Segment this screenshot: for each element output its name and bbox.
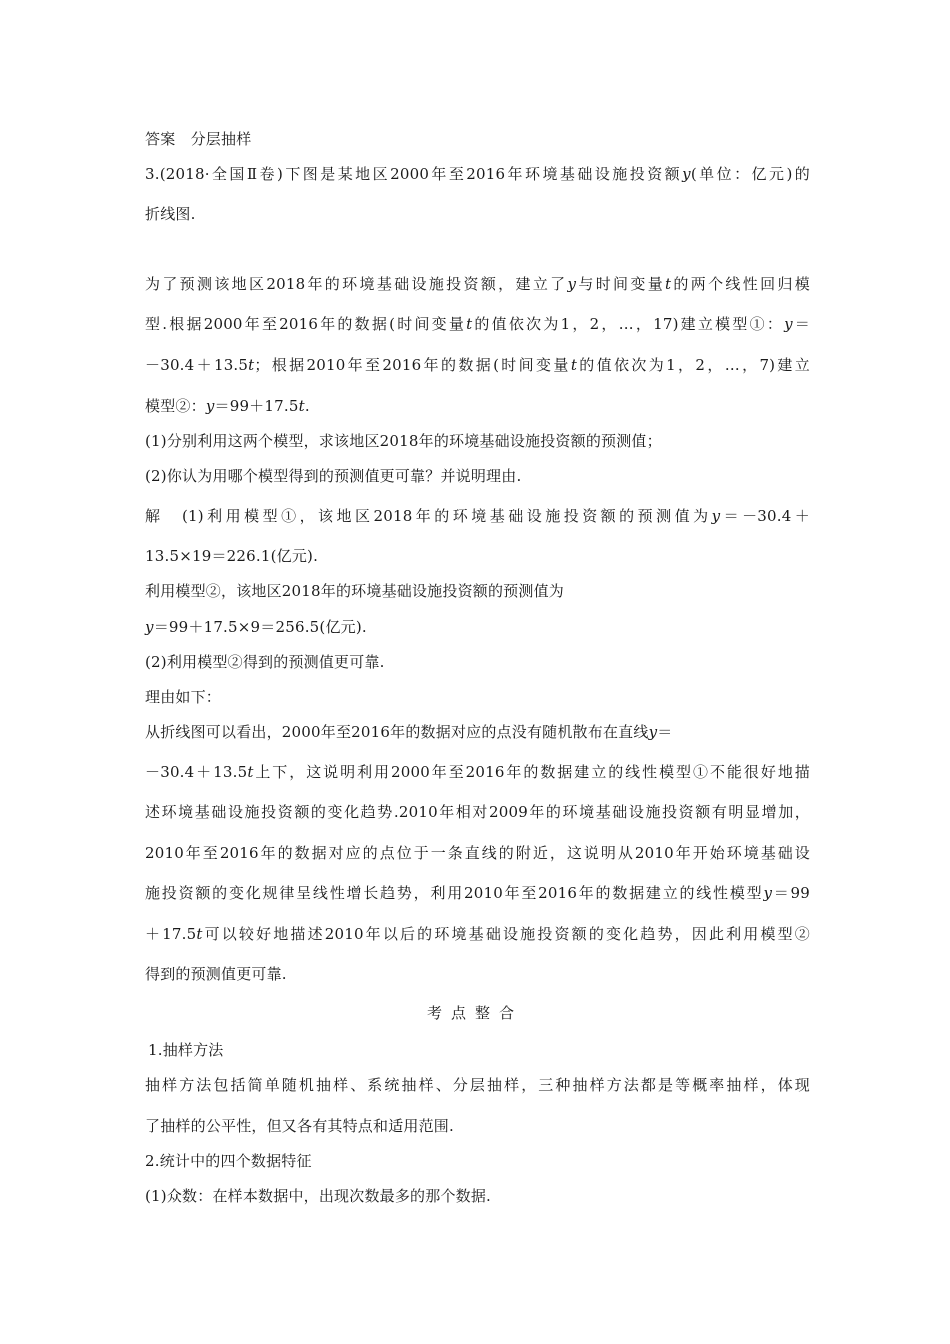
- solution-line-2: 13.5×19＝226.1(亿元).: [145, 547, 319, 565]
- question-3-para-line-3: －30.4＋13.5t；根据2010年至2016年的数据(时间变量t的值依次为1，2，…，7)建立: [145, 356, 810, 374]
- solution-line-9: 述环境基础设施投资额的变化趋势.2010年相对2009年的环境基础设施投资额有明显增加，: [145, 803, 810, 821]
- solution-line-11: 施投资额的变化规律呈线性增长趋势，利用2010年至2016年的数据建立的线性模型y＝99: [145, 884, 810, 902]
- answer-line: 答案 分层抽样: [145, 130, 252, 148]
- question-3-para-line-2: 型.根据2000年至2016年的数据(时间变量t的值依次为1，2，…，17)建立模型①：y＝: [145, 315, 811, 333]
- question-3-para-line-4: 模型②：y＝99＋17.5t.: [145, 397, 310, 415]
- point-1-line-2: 了抽样的公平性，但又各有其特点和适用范围.: [145, 1117, 454, 1135]
- question-3-line-1: 3.(2018·全国Ⅱ卷)下图是某地区2000年至2016年环境基础设施投资额y(单位：亿元)的: [145, 165, 810, 183]
- solution-line-3: 利用模型②，该地区2018年的环境基础设施投资额的预测值为: [145, 582, 564, 600]
- sub-question-2: (2)你认为用哪个模型得到的预测值更可靠？并说明理由.: [145, 467, 522, 485]
- solution-line-7: 从折线图可以看出，2000年至2016年的数据对应的点没有随机散布在直线y＝: [145, 723, 673, 741]
- solution-line-4: y＝99＋17.5×9＝256.5(亿元).: [145, 618, 367, 636]
- sub-question-1: (1)分别利用这两个模型，求该地区2018年的环境基础设施投资额的预测值；: [145, 432, 662, 450]
- solution-line-1: 解 (1)利用模型①，该地区2018年的环境基础设施投资额的预测值为y＝－30.4＋: [145, 507, 810, 525]
- solution-line-13: 得到的预测值更可靠.: [145, 965, 287, 983]
- solution-line-10: 2010年至2016年的数据对应的点位于一条直线的附近，这说明从2010年开始环境基础设: [145, 844, 810, 862]
- point-heading-2: 2.统计中的四个数据特征: [145, 1152, 312, 1170]
- solution-line-8: －30.4＋13.5t上下，这说明利用2000年至2016年的数据建立的线性模型①不能很好地描: [145, 763, 810, 781]
- solution-line-5: (2)利用模型②得到的预测值更可靠.: [145, 653, 385, 671]
- point-1-line-1: 抽样方法包括简单随机抽样、系统抽样、分层抽样，三种抽样方法都是等概率抽样，体现: [145, 1076, 810, 1094]
- solution-line-6: 理由如下：: [145, 688, 222, 706]
- section-title: 考点整合: [426, 1004, 523, 1022]
- question-3-line-2: 折线图.: [145, 205, 196, 223]
- point-heading-1: 1.抽样方法: [148, 1041, 224, 1059]
- solution-line-12: ＋17.5t可以较好地描述2010年以后的环境基础设施投资额的变化趋势，因此利用模型②: [145, 925, 811, 943]
- question-3-para-line-1: 为了预测该地区2018年的环境基础设施投资额，建立了y与时间变量t的两个线性回归模: [145, 275, 810, 293]
- point-2-line-1: (1)众数：在样本数据中，出现次数最多的那个数据.: [145, 1187, 492, 1205]
